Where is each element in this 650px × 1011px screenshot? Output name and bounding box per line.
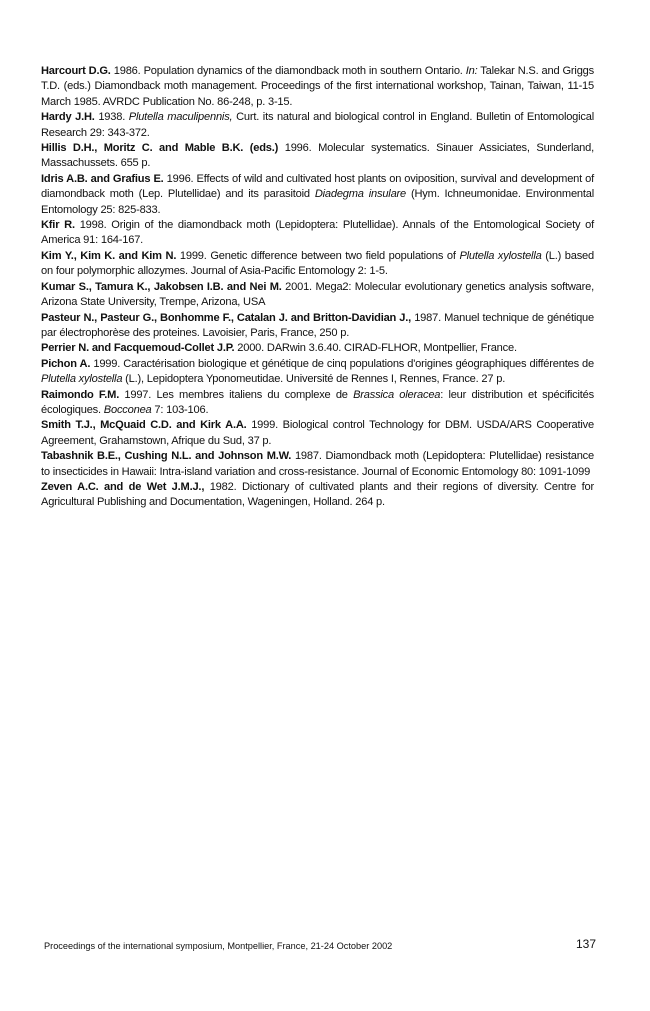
reference-authors: Raimondo F.M. <box>41 388 120 401</box>
reference-italic: Plutella maculipennis, <box>128 111 233 124</box>
reference-authors: Hardy J.H. <box>41 111 95 124</box>
reference-authors: Zeven A.C. and de Wet J.M.J., <box>41 480 205 493</box>
reference-entry <box>41 172 594 218</box>
reference-entry <box>41 311 594 342</box>
reference-text: 1982. Dictionary of cultivated plants and their regions of diversity. Centre for Agricultural Publishing and Documentation, Wageningen, Holland. 264 p. <box>41 480 594 509</box>
reference-text: 1999. Biological control Technology for DBM. USDA/ARS Cooperative Agreement, Grahamstown, Afrique du Sud, 37 p. <box>41 419 594 447</box>
reference-text: 1996. Molecular systematics. Sinauer Assiciates, Sunderland, Massachussets. 655 p. <box>41 142 595 170</box>
footer-text: Proceedings of the international symposium, Montpellier, France, 21-24 October 2002 <box>44 941 393 951</box>
reference-text: : leur distribution et spécificités écologiques. <box>41 388 594 416</box>
reference-text: 2000. DARwin 3.6.40. CIRAD-FLHOR, Montpellier, France. <box>234 342 517 355</box>
reference-text: (Hym. Ichneumonidae. Environmental Entomology 25: 825-833. <box>41 188 594 216</box>
reference-italic: Plutella xylostella <box>459 249 542 262</box>
reference-text: 2001. Mega2: Molecular evolutionary genetics analysis software, Arizona State University, Trempe, Arizona, USA <box>41 280 594 309</box>
reference-entry <box>41 449 594 480</box>
page-number: 137 <box>575 937 596 951</box>
reference-authors: Pasteur N., Pasteur G., Bonhomme F., Catalan J. and Britton-Davidian J., <box>41 311 412 324</box>
reference-entry <box>41 218 594 249</box>
reference-text: (L.) based on four polymorphic allozymes. Journal of Asia-Pacific Entomology 2: 1-5. <box>41 249 594 278</box>
reference-entry <box>41 64 594 110</box>
reference-entry <box>41 341 594 356</box>
reference-italic: Diadegma insulare <box>314 188 407 201</box>
reference-text: 1998. Origin of the diamondback moth (Lepidoptera: Plutellidae). Annals of the Entomological Society of America 91: 164-167. <box>41 219 595 247</box>
reference-text: 1999. Genetic difference between two field populations of <box>176 249 460 262</box>
reference-authors: Kfir R. <box>41 219 75 232</box>
reference-italic: Plutella xylostella <box>41 373 123 386</box>
reference-authors: Kumar S., Tamura K., Jakobsen I.B. and Nei M. <box>41 280 282 293</box>
reference-text: 1987. Diamondback moth (Lepidoptera: Plutellidae) resistance to insecticides in Hawaii: Intra-island variation and cross-resistance. Journal of Economic Entomology 80: 1091-1099 <box>41 450 594 478</box>
reference-entry <box>41 480 594 511</box>
reference-text: 1986. Population dynamics of the diamondback moth in southern Ontario. <box>110 65 466 77</box>
reference-italic: Bocconea <box>103 403 152 416</box>
reference-text: 1999. Caractérisation biologique et génétique de cinq populations d'origines géographiques différentes de <box>90 357 594 370</box>
reference-text: (L.), Lepidoptera Yponomeutidae. Université de Rennes I, Rennes, France. 27 p. <box>122 373 506 386</box>
reference-italic: In: <box>465 65 478 77</box>
reference-text: Curt. its natural and biological control in England. Bulletin of Entomological Research 29: 343-372. <box>41 111 594 139</box>
reference-entry <box>41 388 594 419</box>
reference-authors: Smith T.J., McQuaid C.D. and Kirk A.A. <box>41 419 247 432</box>
reference-authors: Perrier N. and Facquemoud-Collet J.P. <box>41 342 235 355</box>
reference-text: Talekar N.S. and Griggs T.D. (eds.) Diamondback moth management. Proceedings of the first international workshop, Tainan, Taiwan, 11-15 March 1985. AVRDC Publication No. 86-248, p. 3-15. <box>41 65 594 108</box>
reference-entry <box>41 418 594 449</box>
reference-list <box>41 64 594 511</box>
reference-authors: Kim Y., Kim K. and Kim N. <box>41 249 177 262</box>
reference-text: 1987. Manuel technique de génétique par électrophorèse des proteines. Lavoisier, Paris, France, 250 p. <box>41 311 594 339</box>
reference-authors: Pichon A. <box>41 357 91 370</box>
reference-entry <box>41 110 594 141</box>
reference-entry <box>41 249 594 280</box>
reference-authors: Harcourt D.G. <box>41 65 111 77</box>
reference-entry <box>41 357 594 388</box>
reference-text: 1938. <box>94 111 129 124</box>
reference-text: 1996. Effects of wild and cultivated host plants on oviposition, survival and development of diamondback moth (Lep. Plutellidae) and its parasitoid <box>41 172 594 201</box>
reference-entry <box>41 141 594 172</box>
reference-authors: Tabashnik B.E., Cushing N.L. and Johnson M.W. <box>41 450 292 463</box>
reference-text: 1997. Les membres italiens du complexe de <box>119 388 354 401</box>
reference-italic: Brassica oleracea <box>353 388 441 401</box>
reference-authors: Hillis D.H., Moritz C. and Mable B.K. (eds.) <box>41 142 279 155</box>
reference-text: 7: 103-106. <box>151 403 209 416</box>
reference-entry <box>41 280 594 311</box>
reference-authors: Idris A.B. and Grafius E. <box>41 172 164 185</box>
